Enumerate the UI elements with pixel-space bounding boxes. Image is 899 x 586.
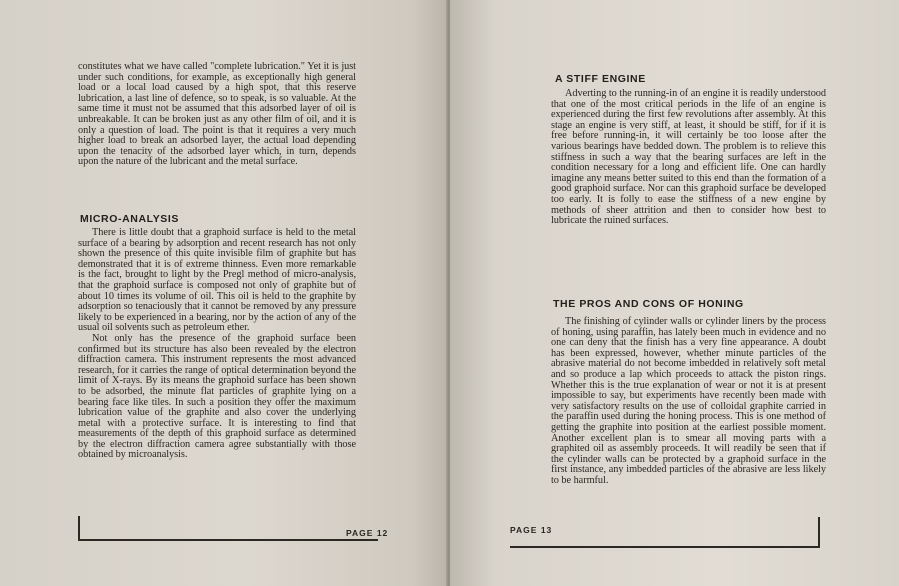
- left-page-rule-vertical: [78, 516, 80, 541]
- micro-analysis-paragraph-2: Not only has the presence of the graphoid surface been confirmed but its structure has also been revealed by the electron diffraction camera. This instrument represents the most advanced research, for it carries the range of optical determination beyond the limit of X-rays. By its means the graphoid surface has been shown to be adsorbed, the minute flat particles of graphite lying on a bearing face like tiles. In such a position they offer the maximum lubrication value of the graphite and also cover the underlying metal with a protective surface. It is interesting to find that measurements of the depth of this graphoid surface as determined by the electron diffraction camera agree substantially with those obtained by microanalysis.: [78, 332, 356, 461]
- left-page: [0, 0, 448, 586]
- page-number-right: PAGE 13: [510, 525, 553, 535]
- micro-analysis-body: [78, 228, 356, 461]
- right-page-rule-horizontal: [510, 546, 820, 548]
- stiff-engine-body: [551, 89, 826, 227]
- section-heading-stiff-engine: A STIFF ENGINE: [555, 73, 646, 85]
- left-intro-column: [78, 62, 356, 168]
- section-heading-micro-analysis: MICRO-ANALYSIS: [80, 213, 180, 225]
- honing-paragraph: The finishing of cylinder walls or cylinder liners by the process of honing, using paraffin, has lately been much in evidence and no one can deny that the finish has a very fine appearance. A doubt has been expressed, however, whether minute particles of the abrasive material do not become imbedded in relatively soft metal and so produce a lap which proceeds to attack the piston rings. Whether this is the true explanation of wear or not it is at present impossible to say, but experiments have recently been made with very satisfactory results on the use of colloidal graphite carried in the paraffin used during the honing process. This is one method of getting the graphite into position at the earliest possible moment. Another excellent plan is to smear all moving parts with a graphited oil as assembly proceeds. It will readily be seen that if the cylinder walls can be protected by a graphoid surface in the first instance, any imbedded particles of the abrasive are less likely to be harmful.: [551, 316, 826, 486]
- honing-body: [551, 317, 826, 487]
- section-heading-honing: THE PROS AND CONS OF HONING: [553, 298, 744, 310]
- stiff-engine-paragraph: Adverting to the running-in of an engine it is readily understood that one of the most critical periods in the life of an engine is experienced during the first few revolutions after assembly. At this stage an engine is very stiff, at least, it should be stiff, for if it is free before running-in, it will certainly be too loose after the various bearings have bedded down. The problem is to relieve this stiffness in such a way that the bearing surfaces are left in the condition necessary for a long and efficient life. One can hardly imagine any means better suited to this end than the formation of a good graphoid surface. Nor can this graphoid surface be developed too early. It is folly to ease the stiffness of a new engine by methods of sheer attrition and then to consider how best to lubricate the ruined surfaces.: [551, 88, 826, 227]
- right-page-rule-vertical: [818, 517, 820, 548]
- left-page-rule-horizontal: [78, 539, 378, 541]
- micro-analysis-paragraph-1: There is little doubt that a graphoid surface is held to the metal surface of a bearing by adsorption and recent research has not only shown the presence of this quite invisible film of graphite but has demonstrated that it is of extreme thinness. Even more remarkable is the fact, brought to light by the Pregl method of micro-analysis, that the graphoid surface is composed not only of graphite but of about 10 times its volume of oil. This oil is held to the graphite by adsorption so tenaciously that it cannot be removed by any pressure likely to be experienced in a bearing, nor by the action of any of the usual oil solvents such as petroleum ether.: [78, 227, 356, 334]
- intro-paragraph: constitutes what we have called "complete lubrication." Yet it is just under such conditions, for example, as exceptionally high general load or a local load caused by a high spot, that this reserve lubrication, a last line of defence, so to speak, is so valuable. At the same time it must not be assumed that this adsorbed layer of oil is unbreakable. It can be broken just as any other film of oil, and it is only a question of load. The point is that it requires a very much higher load to break an adsorbed layer, the actual load depending upon the tenacity of the adsorbed layer which, in turn, depends upon the nature of the lubricant and the metal surface.: [78, 61, 356, 168]
- page-number-left: PAGE 12: [346, 528, 389, 538]
